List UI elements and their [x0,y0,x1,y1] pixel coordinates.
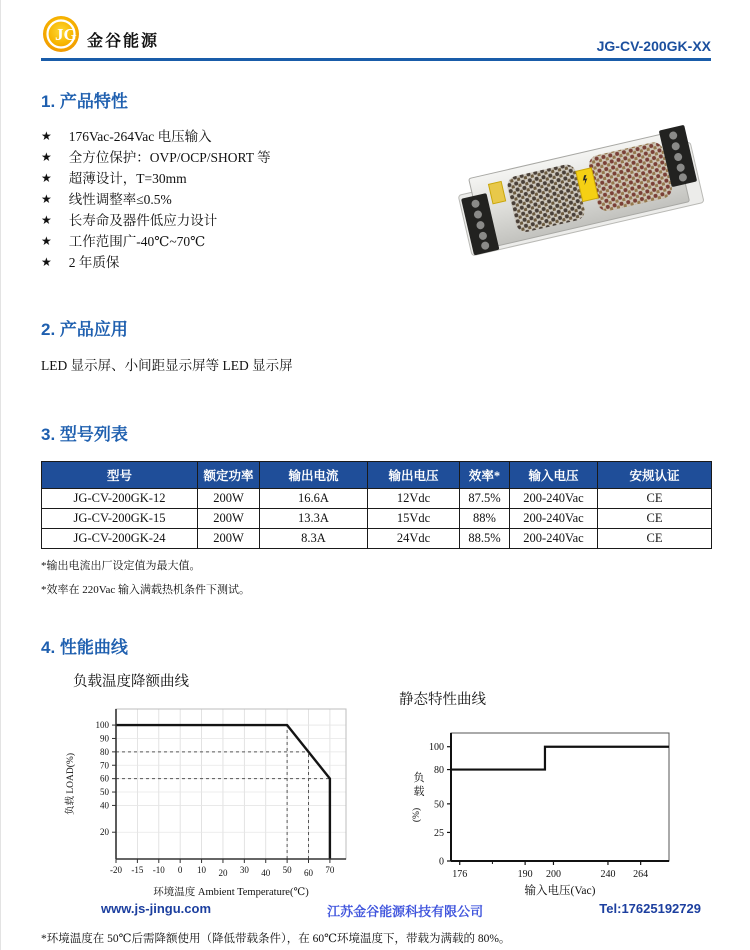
star-icon: ★ [41,129,52,143]
page-footer [101,901,701,920]
y-axis-label-unit: (%) [412,807,422,823]
table-note-2: *效率在 220Vac 输入满载热机条件下测试。 [41,584,250,596]
feature-text: 线性调整率≤0.5% [68,192,172,207]
star-icon: ★ [41,150,52,164]
model-table-cell: 13.3A [260,509,368,529]
y-tick-label: 100 [95,720,109,731]
model-table-cell: 8.3A [260,529,368,549]
model-table-cell: 87.5% [460,489,510,509]
y-tick-label: 70 [100,760,109,771]
star-icon: ★ [41,192,52,206]
static-curve-figure [389,688,699,916]
x-axis-label: 环境温度 Ambient Temperature(℃) [153,887,309,898]
model-table-header-cell: 输出电压 [368,462,460,489]
y-axis-label: 负 [413,772,425,784]
model-table-cell: 16.6A [260,489,368,509]
model-table-header-cell: 额定功率 [198,462,260,489]
feature-text: 176Vac-264Vac 电压输入 [68,129,212,144]
y-axis-label: 负载 LOAD(%) [66,752,76,816]
company-brand-name: 金谷能源 [87,33,160,50]
y-axis-label: 载 [413,786,425,798]
static-curve [451,747,669,770]
model-table-cell: 200W [198,529,260,549]
section-heading-models: 3. 型号列表 [41,425,128,444]
feature-item [41,126,271,147]
y-tick-label: 50 [100,787,109,798]
model-table-cell: 24Vdc [368,529,460,549]
derating-chart-title: 负载温度降额曲线 [73,674,189,690]
model-table-row [42,529,712,549]
y-tick-label: 60 [100,773,109,784]
header-divider [41,58,711,61]
model-table-cell: JG-CV-200GK-15 [42,509,198,529]
star-icon: ★ [41,234,52,248]
y-tick-label: 25 [434,827,444,839]
feature-text: 工作范围广-40℃~70℃ [68,234,206,249]
logo-monogram: JG [55,25,77,44]
static-curve-title: 静态特性曲线 [399,692,486,708]
derating-chart-figure [61,670,361,916]
model-table-cell: 200W [198,489,260,509]
x-tick-label: 30 [239,865,249,875]
model-table-row [42,489,712,509]
feature-item [41,147,271,168]
x-tick-label: 10 [197,865,207,875]
y-tick-label: 0 [439,856,444,868]
static-characteristic-chart [389,711,699,911]
x-tick-label: 50 [282,865,292,875]
y-tick-label: 90 [100,733,109,744]
x-tick-label: -20 [110,865,122,875]
model-table-cell: 88.5% [460,529,510,549]
model-table-cell: 200-240Vac [510,489,598,509]
footer-website: www.js-jingu.com [101,901,212,916]
x-axis-label: 输入电压(Vac) [524,885,596,897]
model-table-cell: JG-CV-200GK-12 [42,489,198,509]
feature-item [41,189,271,210]
model-table-row [42,509,712,529]
applications-text: LED 显示屏、小间距显示屏等 LED 显示屏 [41,358,293,373]
model-table-header-cell: 输出电流 [260,462,368,489]
model-table [41,461,712,549]
feature-text: 超薄设计，T=30mm [68,171,187,186]
curves-footnote: *环境温度在 50℃后需降额使用（降低带载条件），在 60℃环境温度下，带载为满载的 80%。 [41,933,511,945]
feature-text: 长寿命及器件低应力设计 [68,213,218,228]
x-tick-label: 264 [633,869,649,880]
product-photo [455,124,705,264]
feature-item [41,252,271,273]
x-tick-label: 60 [304,868,314,878]
model-table-cell: 200W [198,509,260,529]
section-heading-applications: 2. 产品应用 [41,320,128,339]
model-table-header-cell: 输入电压 [510,462,598,489]
star-icon: ★ [41,213,52,227]
model-table-cell: CE [598,509,712,529]
company-logo-icon [41,14,81,54]
star-icon: ★ [41,255,52,269]
y-tick-label: 50 [434,799,444,811]
model-table-cell: 200-240Vac [510,509,598,529]
model-table-cell: CE [598,529,712,549]
model-table-header-cell: 安规认证 [598,462,712,489]
model-table-cell: 12Vdc [368,489,460,509]
model-table-cell: CE [598,489,712,509]
y-tick-label: 40 [100,800,109,811]
footer-company-name: 江苏金谷能源科技有限公司 [327,904,484,919]
page-header [41,0,711,54]
model-table-header-cell: 效率* [460,462,510,489]
y-tick-label: 20 [100,827,109,838]
feature-item [41,168,271,189]
section-heading-features: 1. 产品特性 [41,92,128,111]
x-tick-label: 200 [545,869,561,880]
model-table-cell: JG-CV-200GK-24 [42,529,198,549]
model-table-cell: 15Vdc [368,509,460,529]
product-model-number: JG-CV-200GK-XX [596,38,711,54]
derating-chart [61,693,361,905]
feature-item [41,231,271,252]
x-tick-label: 0 [177,865,183,875]
x-tick-label: 40 [261,868,271,878]
section-heading-curves: 4. 性能曲线 [41,638,128,657]
x-tick-label: 176 [452,869,468,880]
table-note-1: *输出电流出厂设定值为最大值。 [41,560,201,572]
model-table-cell: 88% [460,509,510,529]
x-tick-label: -15 [131,865,144,875]
y-tick-label: 80 [434,765,444,777]
x-tick-label: -10 [152,865,165,875]
feature-text: 2 年质保 [68,255,120,270]
model-table-cell: 200-240Vac [510,529,598,549]
x-tick-label: 70 [325,865,335,875]
x-tick-label: 20 [218,868,228,878]
x-tick-label: 190 [517,869,533,880]
model-table-header-row [42,462,712,489]
feature-item [41,210,271,231]
footer-telephone: Tel:17625192729 [599,901,701,916]
x-tick-label: 240 [600,869,616,880]
model-table-header-cell: 型号 [42,462,198,489]
feature-text: 全方位保护：OVP/OCP/SHORT 等 [68,150,271,165]
feature-list [41,126,271,273]
star-icon: ★ [41,171,52,185]
y-tick-label: 100 [429,742,444,754]
y-tick-label: 80 [100,746,109,757]
